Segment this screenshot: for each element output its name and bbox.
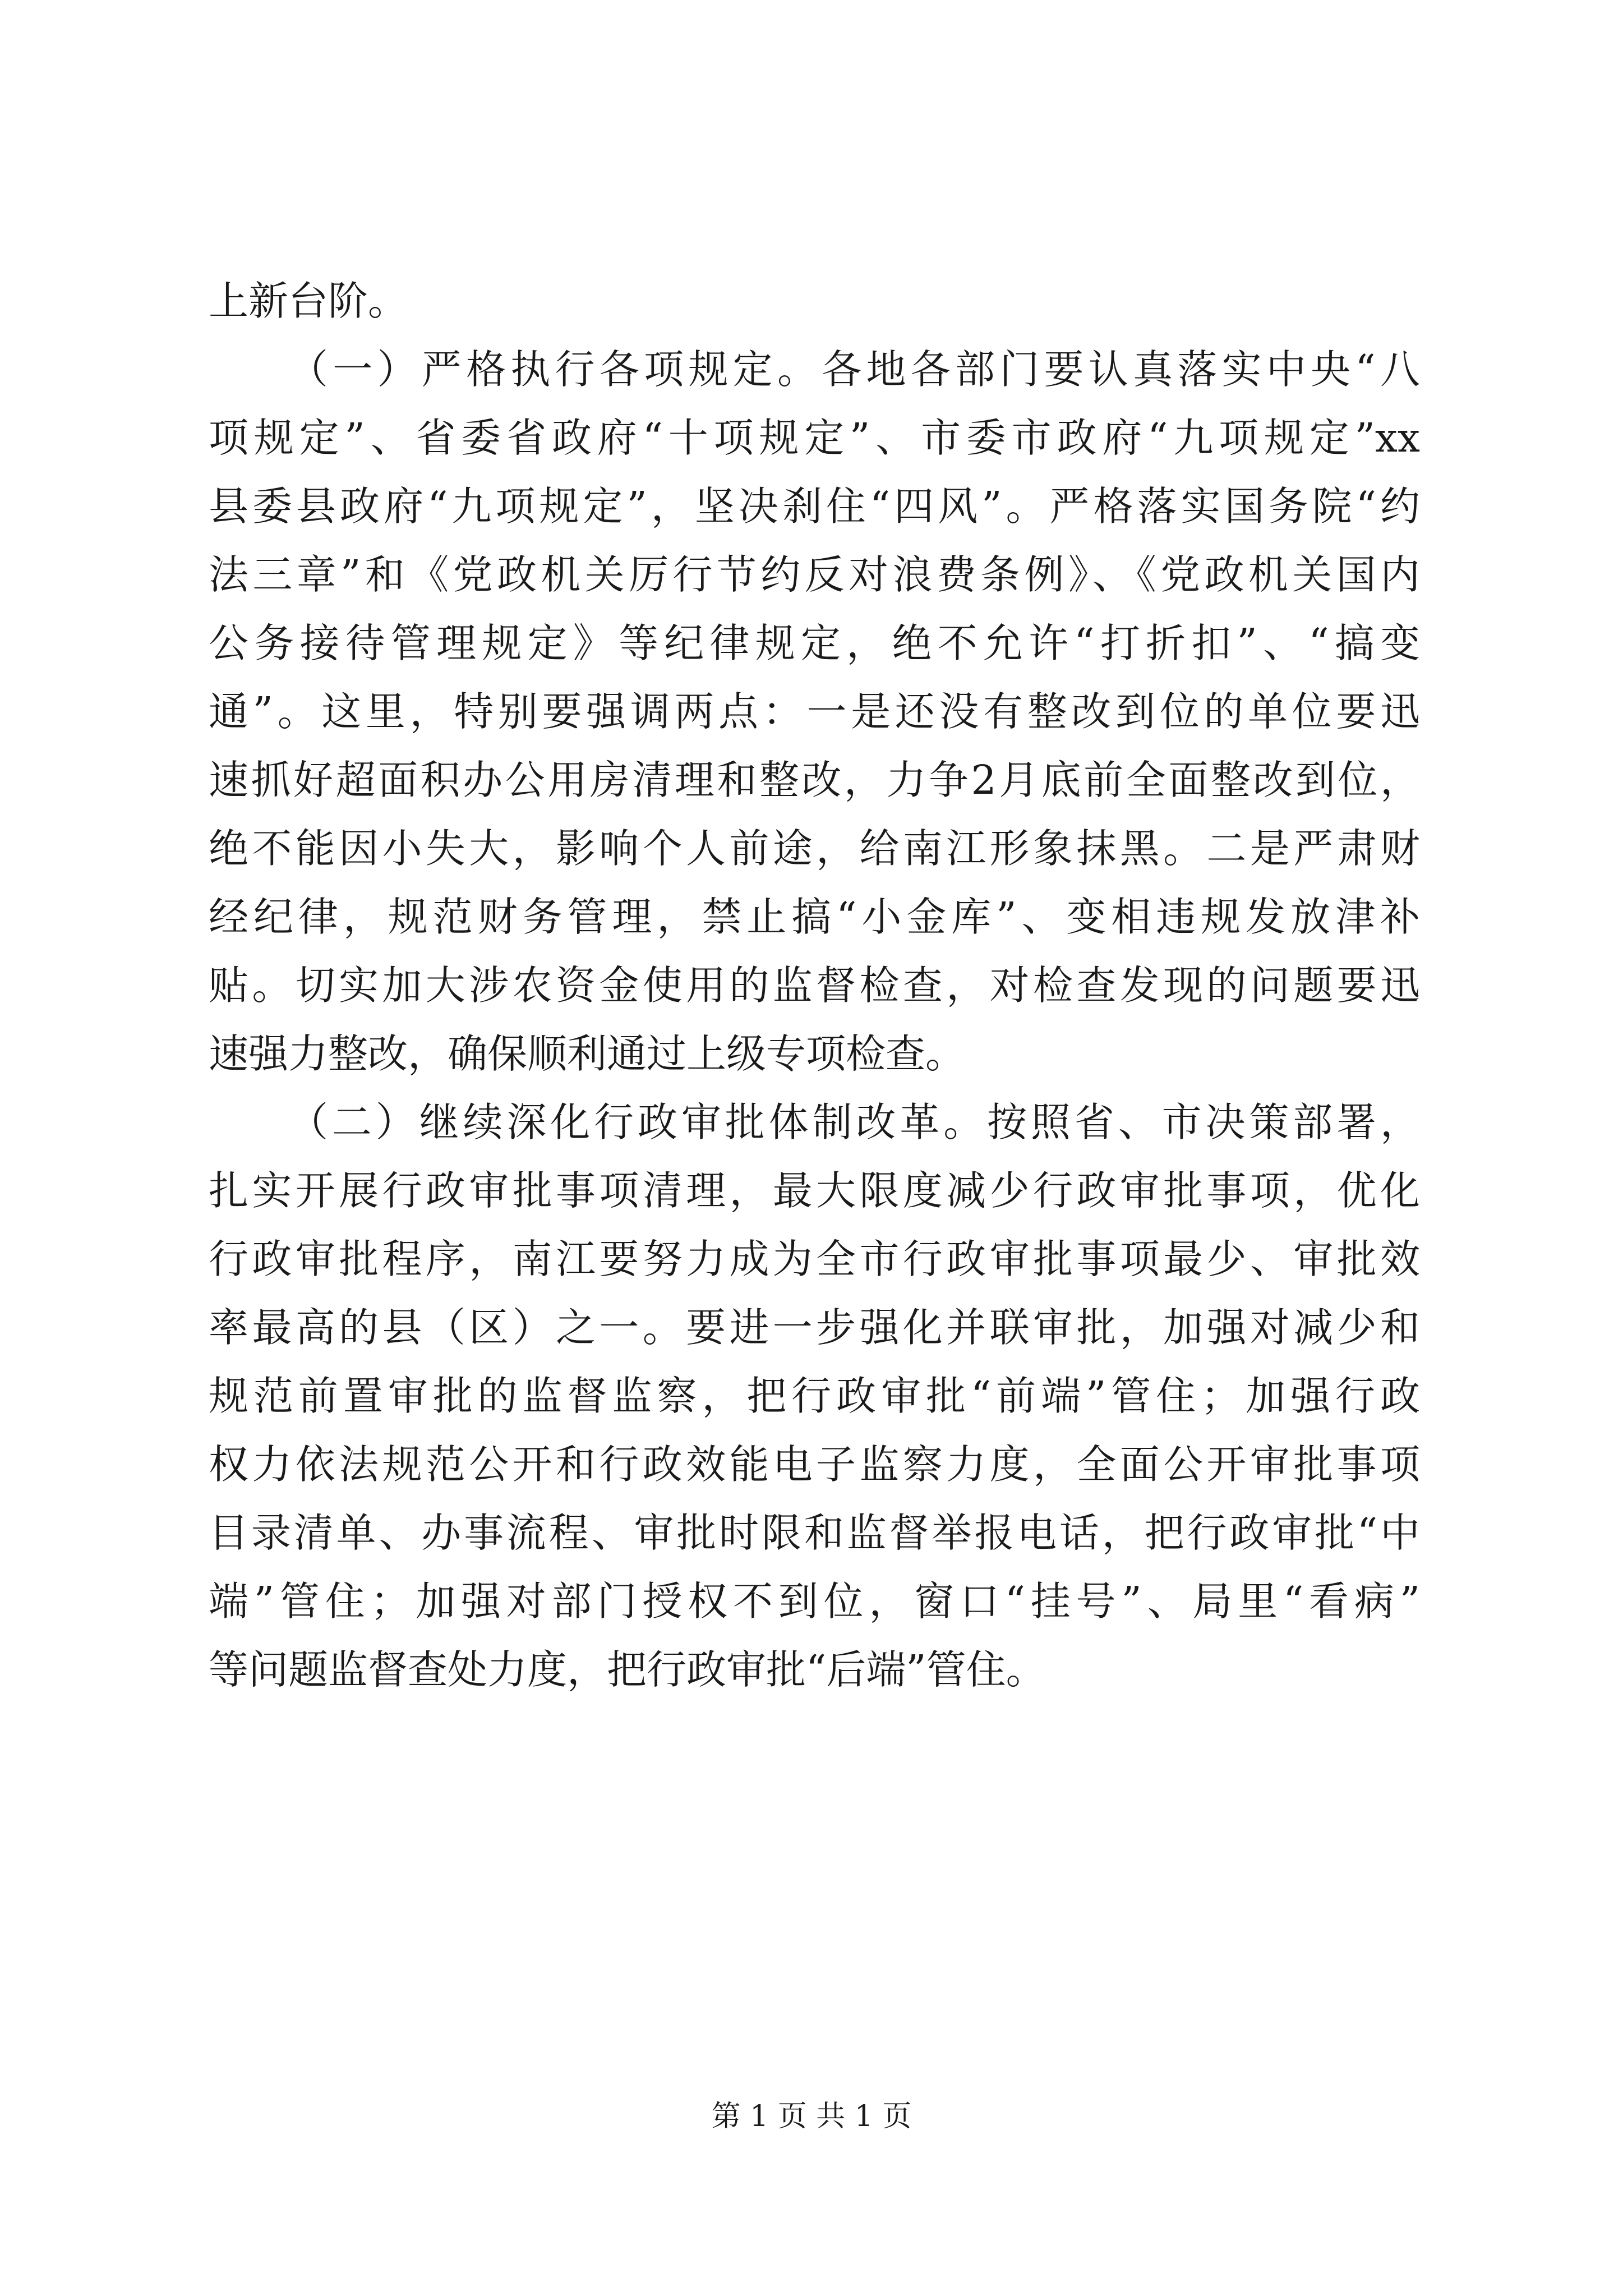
text-line: （一）严格执行各项规定。各地各部门要认真落实中央“八 [288,346,1420,393]
text-line: 扎实开展行政审批事项清理，最大限度减少行政审批事项，优化 [209,1167,1420,1214]
text-line: 经纪律，规范财务管理，禁止搞“小金库”、变相违规发放津补 [209,894,1420,940]
text-line: 等问题监督查处力度，把行政审批“后端”管住。 [209,1646,1046,1693]
text-line: 绝不能因小失大，影响个人前途，给南江形象抹黑。二是严肃财 [209,825,1420,872]
text-line: 速强力整改，确保顺利通过上级专项检查。 [209,1030,966,1077]
text-line: 项规定”、省委省政府“十项规定”、市委市政府“九项规定”xx [209,415,1420,461]
document-body [209,267,1420,1704]
text-line: 行政审批程序，南江要努力成为全市行政审批事项最少、审批效 [209,1236,1420,1282]
text-line: （二）继续深化行政审批体制改革。按照省、市决策部署， [288,1099,1420,1145]
text-line: 速抓好超面积办公用房清理和整改，力争2月底前全面整改到位， [209,757,1420,803]
text-line: 公务接待管理规定》等纪律规定，绝不允许“打折扣”、“搞变 [209,620,1420,666]
text-line: 上新台阶。 [209,278,408,324]
text-line: 县委县政府“九项规定”，坚决刹住“四风”。严格落实国务院“约 [209,483,1420,530]
text-line: 权力依法规范公开和行政效能电子监察力度，全面公开审批事项 [209,1441,1420,1488]
text-line: 端”管住；加强对部门授权不到位，窗口“挂号”、局里“看病” [209,1578,1420,1625]
text-line: 法三章”和《党政机关厉行节约反对浪费条例》、《党政机关国内 [209,551,1420,598]
text-line: 目录清单、办事流程、审批时限和监督举报电话，把行政审批“中 [209,1510,1420,1556]
text-line: 通”。这里，特别要强调两点：一是还没有整改到位的单位要迅 [209,688,1420,735]
text-line: 率最高的县（区）之一。要进一步强化并联审批，加强对减少和 [209,1304,1420,1351]
page-number-footer: 第 1 页 共 1 页 [711,2100,912,2133]
text-line: 规范前置审批的监督监察，把行政审批“前端”管住；加强行政 [209,1373,1420,1419]
text-line: 贴。切实加大涉农资金使用的监督检查，对检查发现的问题要迅 [209,962,1420,1009]
